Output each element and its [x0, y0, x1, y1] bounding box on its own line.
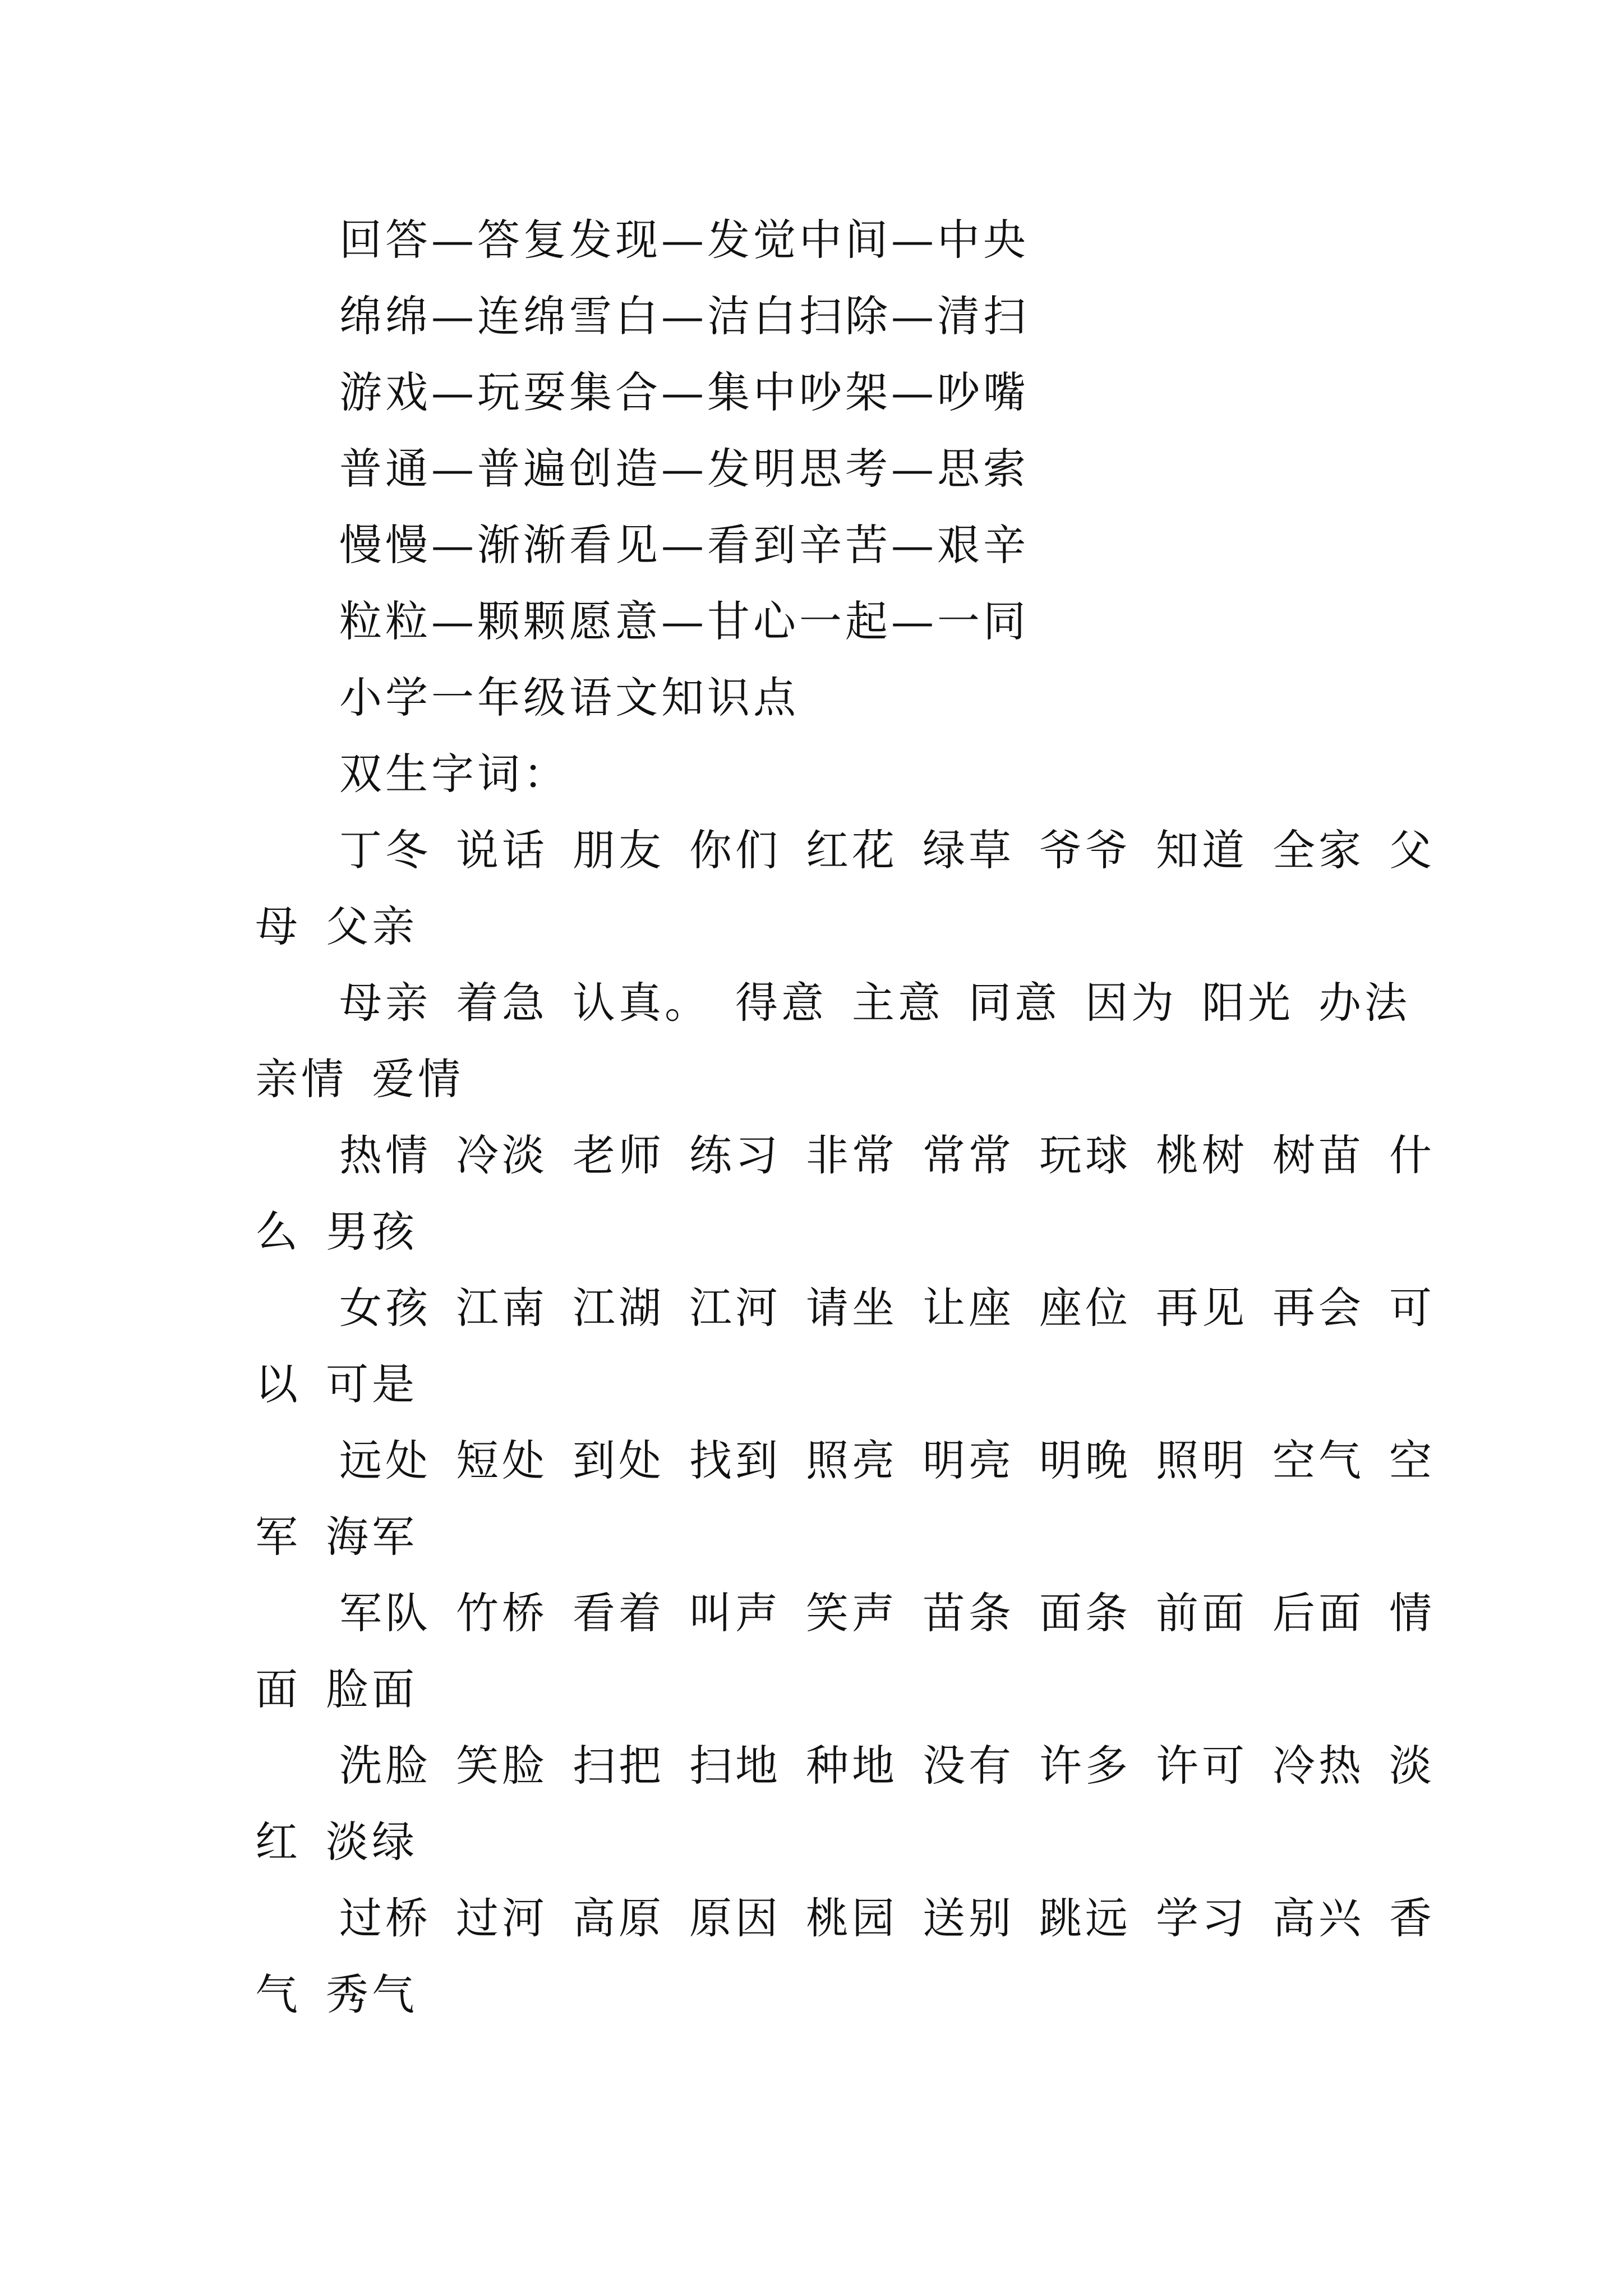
vocab-word: 气: [255, 1970, 301, 2019]
word-line: [255, 1880, 1435, 1957]
vocab-word: 许可: [1156, 1741, 1248, 1791]
word-line-continuation: [255, 1957, 1382, 2033]
vocab-word: 种地: [806, 1741, 898, 1791]
vocab-word: 亲情: [255, 1054, 347, 1104]
vocab-word: 老师: [573, 1130, 665, 1180]
vocab-word: 淡绿: [326, 1817, 418, 1867]
word-line-continuation: [255, 889, 1382, 965]
vocab-word: 淡: [1389, 1741, 1435, 1791]
vocab-word: 军: [255, 1512, 301, 1562]
vocab-word: 再见: [1156, 1283, 1248, 1333]
vocab-word: 明晚: [1039, 1435, 1131, 1485]
vocab-word: 找到: [689, 1435, 781, 1485]
vocab-word: 远处: [339, 1435, 431, 1485]
vocab-word: 竹桥: [456, 1588, 548, 1638]
vocab-word: 笑声: [806, 1588, 898, 1638]
vocab-word: 可是: [326, 1359, 418, 1409]
vocab-word: 朋友: [573, 825, 665, 875]
word-line-continuation: [255, 1804, 1382, 1880]
vocab-word: 江南: [456, 1283, 548, 1333]
vocab-word: 请坐: [806, 1283, 898, 1333]
vocab-word: 男孩: [326, 1207, 418, 1257]
vocab-word: 扫把: [573, 1741, 665, 1791]
word-paragraph: [255, 1423, 1435, 1575]
vocab-word: 原因: [689, 1893, 781, 1943]
vocab-word: 高兴: [1272, 1893, 1364, 1943]
vocab-word: 办法: [1318, 978, 1410, 1028]
document-body: [255, 202, 1435, 2033]
vocab-word: 主意: [852, 978, 944, 1028]
vocab-word: 香: [1389, 1893, 1435, 1943]
vocab-word: 看着: [573, 1588, 665, 1638]
vocab-word: 母亲: [339, 978, 431, 1028]
vocab-word: 着急: [456, 978, 548, 1028]
vocab-word: 同意: [969, 978, 1061, 1028]
vocab-word: 到处: [573, 1435, 665, 1485]
vocab-word: 让座: [923, 1283, 1015, 1333]
vocab-word: 冷热: [1272, 1741, 1364, 1791]
vocab-word: 苗条: [923, 1588, 1015, 1638]
synonym-list: [255, 202, 1382, 660]
vocab-word: 母: [255, 901, 301, 951]
vocab-word: 得意: [735, 978, 827, 1028]
vocab-word: 面: [255, 1664, 301, 1714]
word-line: [255, 1423, 1435, 1499]
vocab-word: 叫声: [689, 1588, 781, 1638]
word-paragraph: [255, 1728, 1435, 1880]
vocab-word: 么: [255, 1207, 301, 1257]
vocab-word: 女孩: [339, 1283, 431, 1333]
vocab-word: 桃园: [806, 1893, 898, 1943]
vocab-word: 短处: [456, 1435, 548, 1485]
vocab-word: 送别: [923, 1893, 1015, 1943]
vocab-word: 许多: [1039, 1741, 1131, 1791]
word-paragraph: [255, 1270, 1435, 1423]
vocab-word: 知道: [1156, 825, 1248, 875]
vocab-word: 照明: [1156, 1435, 1248, 1485]
vocab-word: 说话: [456, 825, 548, 875]
vocab-word: 绿草: [923, 825, 1015, 875]
section-title: 小学一年级语文知识点: [339, 673, 799, 723]
vocab-word: 红花: [806, 825, 898, 875]
vocab-word: 冷淡: [456, 1130, 548, 1180]
vocab-word: 父亲: [326, 901, 418, 951]
vocab-word: 非常: [806, 1130, 898, 1180]
vocab-word: 高原: [573, 1893, 665, 1943]
vocab-word: 过桥: [339, 1893, 431, 1943]
vocab-word: 全家: [1272, 825, 1364, 875]
vocab-word: 爷爷: [1039, 825, 1131, 875]
vocab-word: 以: [255, 1359, 301, 1409]
word-paragraph: [255, 1117, 1435, 1270]
word-line: [255, 1270, 1435, 1346]
word-paragraph: [255, 965, 1410, 1117]
vocab-word: 军队: [339, 1588, 431, 1638]
vocab-word: 桃树: [1156, 1130, 1248, 1180]
vocab-word: 明亮: [923, 1435, 1015, 1485]
word-paragraph: [255, 812, 1435, 965]
vocab-word: 扫地: [689, 1741, 781, 1791]
word-line-continuation: [255, 1651, 1382, 1728]
vocab-word: 笑脸: [456, 1741, 548, 1791]
word-line: [255, 812, 1435, 889]
vocab-word: 江湖: [573, 1283, 665, 1333]
vocab-word: 树苗: [1272, 1130, 1364, 1180]
word-line: [255, 1575, 1435, 1651]
vocab-word: 常常: [923, 1130, 1015, 1180]
vocab-word: 什: [1389, 1130, 1435, 1180]
vocab-word: 热情: [339, 1130, 431, 1180]
vocab-word: 照亮: [806, 1435, 898, 1485]
vocab-word: 玩球: [1039, 1130, 1131, 1180]
word-line-continuation: [255, 1346, 1382, 1423]
word-paragraph: [255, 1880, 1435, 2033]
vocab-word: 认真。: [573, 978, 711, 1028]
word-line-continuation: [255, 1041, 1382, 1117]
vocab-word: 阳光: [1202, 978, 1294, 1028]
word-line: [255, 1117, 1435, 1194]
vocab-word: 后面: [1272, 1588, 1364, 1638]
vocab-word: 练习: [689, 1130, 781, 1180]
vocab-word: 再会: [1272, 1283, 1364, 1333]
vocab-word: 过河: [456, 1893, 548, 1943]
word-paragraphs: [255, 812, 1435, 2033]
synonym-line: 回答—答复发现—发觉中间—中央: [339, 215, 1029, 265]
vocab-word: 洗脸: [339, 1741, 431, 1791]
vocab-word: 海军: [326, 1512, 418, 1562]
word-line: [255, 965, 1410, 1041]
subsection-title: 双生字词：: [339, 749, 569, 799]
word-line-continuation: [255, 1499, 1382, 1575]
synonym-line: 慢慢—渐渐看见—看到辛苦—艰辛: [339, 520, 1029, 570]
vocab-word: 脸面: [326, 1664, 418, 1714]
vocab-word: 红: [255, 1817, 301, 1867]
synonym-line: 绵绵—连绵雪白—洁白扫除—清扫: [339, 291, 1029, 341]
vocab-word: 座位: [1039, 1283, 1131, 1333]
vocab-word: 跳远: [1039, 1893, 1131, 1943]
vocab-word: 空气: [1272, 1435, 1364, 1485]
vocab-word: 秀气: [326, 1970, 418, 2019]
vocab-word: 你们: [689, 825, 781, 875]
vocab-word: 空: [1389, 1435, 1435, 1485]
synonym-line: 普通—普遍创造—发明思考—思索: [339, 444, 1029, 494]
vocab-word: 前面: [1156, 1588, 1248, 1638]
word-line-continuation: [255, 1194, 1382, 1270]
vocab-word: 父: [1389, 825, 1435, 875]
vocab-word: 因为: [1085, 978, 1177, 1028]
vocab-word: 学习: [1156, 1893, 1248, 1943]
word-line: [255, 1728, 1435, 1804]
word-paragraph: [255, 1575, 1435, 1728]
vocab-word: 爱情: [372, 1054, 464, 1104]
vocab-word: 丁冬: [339, 825, 431, 875]
vocab-word: 可: [1389, 1283, 1435, 1333]
synonym-line: 游戏—玩耍集合—集中吵架—吵嘴: [339, 367, 1029, 417]
vocab-word: 情: [1389, 1588, 1435, 1638]
vocab-word: 没有: [923, 1741, 1015, 1791]
synonym-line: 粒粒—颗颗愿意—甘心一起—一同: [339, 596, 1029, 646]
vocab-word: 面条: [1039, 1588, 1131, 1638]
vocab-word: 江河: [689, 1283, 781, 1333]
